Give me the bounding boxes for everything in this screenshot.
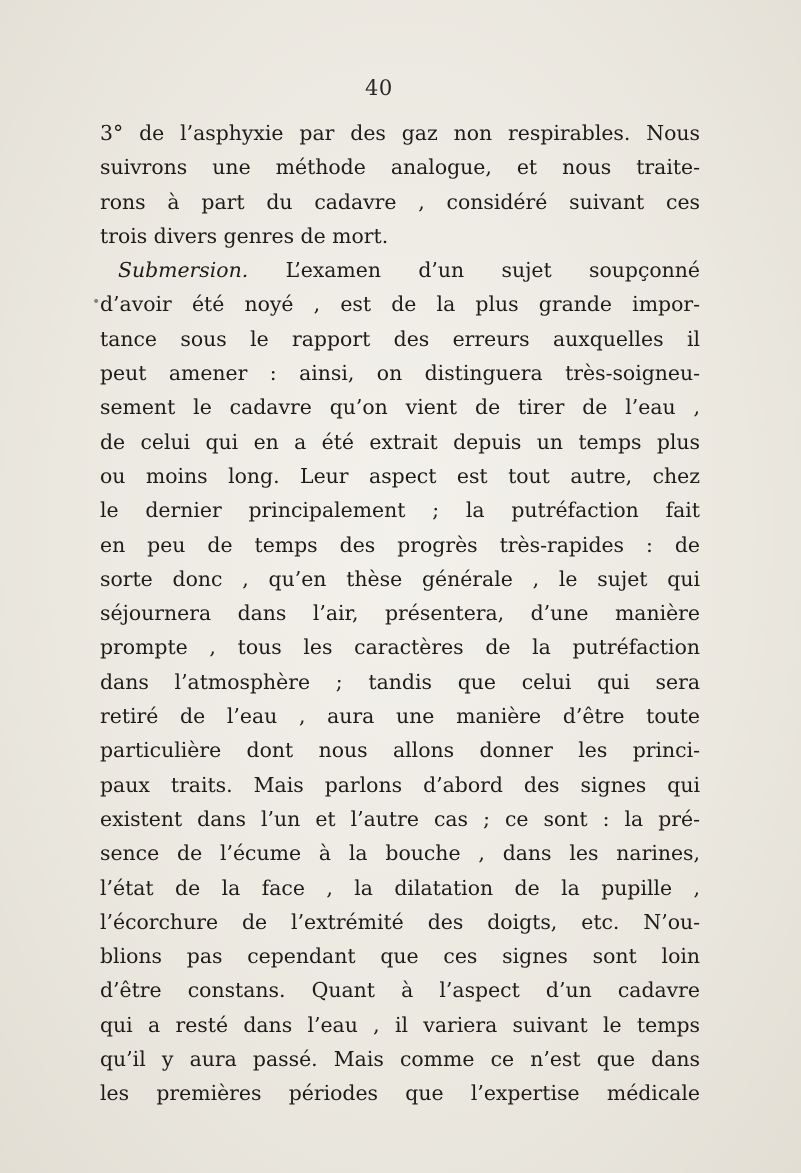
text-line: prompte , tous les caractères de la putréfaction [100,635,700,660]
page-number: 40 [365,76,393,100]
text-line: particulière dont nous allons donner les princi- [100,738,700,763]
text-line: en peu de temps des progrès très-rapides : de [100,532,700,557]
text-line: L’examen d’un sujet soupçonné [285,258,700,283]
text-line: les premières périodes que l’expertise médicale [100,1081,700,1106]
section-heading: Submersion. [118,258,249,283]
text-line: ou moins long. Leur aspect est tout autre, chez [100,463,700,488]
text-line: sence de l’écume à la bouche , dans les narines, [100,841,700,866]
text-line: d’être constans. Quant à l’aspect d’un cadavre [100,978,700,1003]
text-line: existent dans l’un et l’autre cas ; ce sont : la pré- [100,806,700,831]
text-line: sorte donc , qu’en thèse générale , le sujet qui [100,566,700,591]
text-line: l’état de la face , la dilatation de la pupille , [100,875,700,900]
text-line: retiré de l’eau , aura une manière d’être toute [100,704,700,729]
text-line: qu’il y aura passé. Mais comme ce n’est que dans [100,1047,700,1072]
text-line: qui a resté dans l’eau , il variera suivant le temps [100,1012,700,1037]
text-line: peut amener : ainsi, on distinguera très-soigneu- [100,361,700,386]
text-line: dans l’atmosphère ; tandis que celui qui sera [100,669,700,694]
ink-speck: • [92,294,101,310]
text-line: trois divers genres de mort. [100,223,389,248]
text-line: le dernier principalement ; la putréfaction fait [100,498,700,523]
text-line: séjournera dans l’air, présentera, d’une manière [100,601,700,626]
text-line: sement le cadavre qu’on vient de tirer de l’eau , [100,395,700,420]
text-line: rons à part du cadavre , considéré suivant ces [100,189,700,214]
body-text [100,116,700,1111]
text-line: paux traits. Mais parlons d’abord des signes qui [100,772,700,797]
text-line: suivrons une méthode analogue, et nous traite- [100,155,700,180]
text-line: blions pas cependant que ces signes sont loin [100,944,700,969]
text-line: tance sous le rapport des erreurs auxquelles il [100,326,700,351]
text-line: 3° de l’asphyxie par des gaz non respirables. Nous [100,121,700,145]
text-line: d’avoir été noyé , est de la plus grande impor- [100,292,700,317]
text-line: l’écorchure de l’extrémité des doigts, etc. N’ou- [100,909,700,934]
text-line-with-heading [100,253,700,287]
text-line: de celui qui en a été extrait depuis un temps plus [100,429,700,454]
